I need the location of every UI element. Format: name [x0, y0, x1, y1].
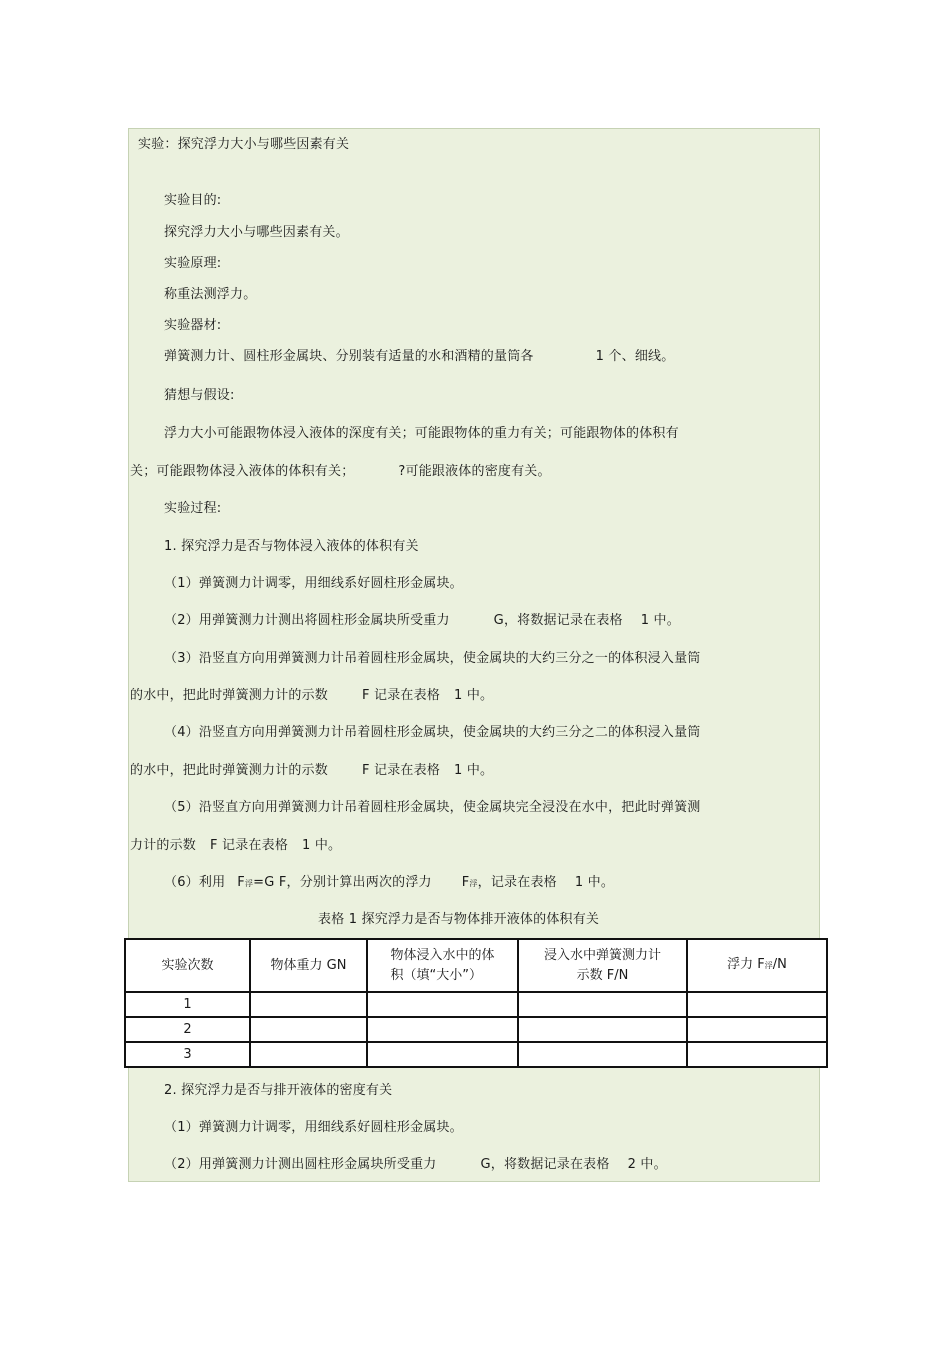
table-cell[interactable] [250, 1017, 367, 1042]
part1-title: 1. 探究浮力是否与物体浸入液体的体积有关 [164, 539, 419, 554]
step-1-5-line-2: 力计的示数 F 记录在表格 1 中。 [130, 838, 342, 853]
step-2-2: （2）用弹簧测力计测出圆柱形金属块所受重力 G，将数据记录在表格 2 中。 [164, 1157, 667, 1172]
table-cell[interactable] [367, 992, 518, 1017]
table-row [125, 1017, 827, 1042]
hypothesis-line-2: 关；可能跟物体浸入液体的体积有关； ?可能跟液体的密度有关。 [130, 464, 551, 479]
table-cell[interactable] [250, 992, 367, 1017]
hypothesis-label: 猜想与假设: [164, 388, 235, 403]
step-2-1: （1）弹簧测力计调零，用细线系好圆柱形金属块。 [164, 1120, 463, 1135]
row-number: 3 [125, 1042, 250, 1067]
page-title: 实验：探究浮力大小与哪些因素有关 [138, 137, 350, 152]
purpose-label: 实验目的: [164, 193, 222, 208]
purpose-text: 探究浮力大小与哪些因素有关。 [164, 225, 349, 240]
header-trial: 实验次数 [125, 939, 250, 992]
table-row [125, 992, 827, 1017]
table-cell[interactable] [367, 1042, 518, 1067]
table-cell[interactable] [687, 1042, 827, 1067]
step-1-4-line-2: 的水中，把此时弹簧测力计的示数 F 记录在表格 1 中。 [130, 763, 494, 778]
row-number: 2 [125, 1017, 250, 1042]
step-1-5-line-1: （5）沿竖直方向用弹簧测力计吊着圆柱形金属块，使金属块完全浸没在水中，把此时弹簧测 [164, 800, 701, 815]
step-1-3-line-1: （3）沿竖直方向用弹簧测力计吊着圆柱形金属块，使金属块的大约三分之一的体积浸入量筒 [164, 651, 701, 666]
table-cell[interactable] [518, 992, 687, 1017]
header-reading: 浸入水中弹簧测力计 示数 F/N [518, 939, 687, 992]
step-1-2: （2）用弹簧测力计测出将圆柱形金属块所受重力 G，将数据记录在表格 1 中。 [164, 613, 680, 628]
table-cell[interactable] [518, 1042, 687, 1067]
equipment-text: 弹簧测力计、圆柱形金属块、分别装有适量的水和酒精的量筒各 1 个、细线。 [164, 349, 675, 364]
principle-label: 实验原理: [164, 256, 222, 271]
table-cell[interactable] [250, 1042, 367, 1067]
header-volume: 物体浸入水中的体 积（填“大小”） [367, 939, 518, 992]
table-cell[interactable] [518, 1017, 687, 1042]
table-1-caption: 表格 1 探究浮力是否与物体排开液体的体积有关 [318, 912, 600, 927]
table-cell[interactable] [687, 1017, 827, 1042]
row-number: 1 [125, 992, 250, 1017]
step-1-4-line-1: （4）沿竖直方向用弹簧测力计吊着圆柱形金属块，使金属块的大约三分之二的体积浸入量筒 [164, 725, 701, 740]
table-cell[interactable] [687, 992, 827, 1017]
table-1 [124, 938, 828, 1068]
process-label: 实验过程: [164, 501, 222, 516]
step-1-1: （1）弹簧测力计调零，用细线系好圆柱形金属块。 [164, 576, 463, 591]
part2-title: 2. 探究浮力是否与排开液体的密度有关 [164, 1083, 393, 1098]
step-1-3-line-2: 的水中，把此时弹簧测力计的示数 F 记录在表格 1 中。 [130, 688, 494, 703]
table-row [125, 1042, 827, 1067]
principle-text: 称重法测浮力。 [164, 287, 257, 302]
table-cell[interactable] [367, 1017, 518, 1042]
header-buoyancy: 浮力 F浮/N [687, 939, 827, 992]
step-1-6: （6）利用 F浮=G F，分别计算出两次的浮力 F浮，记录在表格 1 中。 [164, 875, 615, 890]
hypothesis-line-1: 浮力大小可能跟物体浸入液体的深度有关；可能跟物体的重力有关；可能跟物体的体积有 [164, 426, 679, 441]
equipment-label: 实验器材: [164, 318, 222, 333]
table-header-row [125, 939, 827, 992]
header-weight: 物体重力 GN [250, 939, 367, 992]
